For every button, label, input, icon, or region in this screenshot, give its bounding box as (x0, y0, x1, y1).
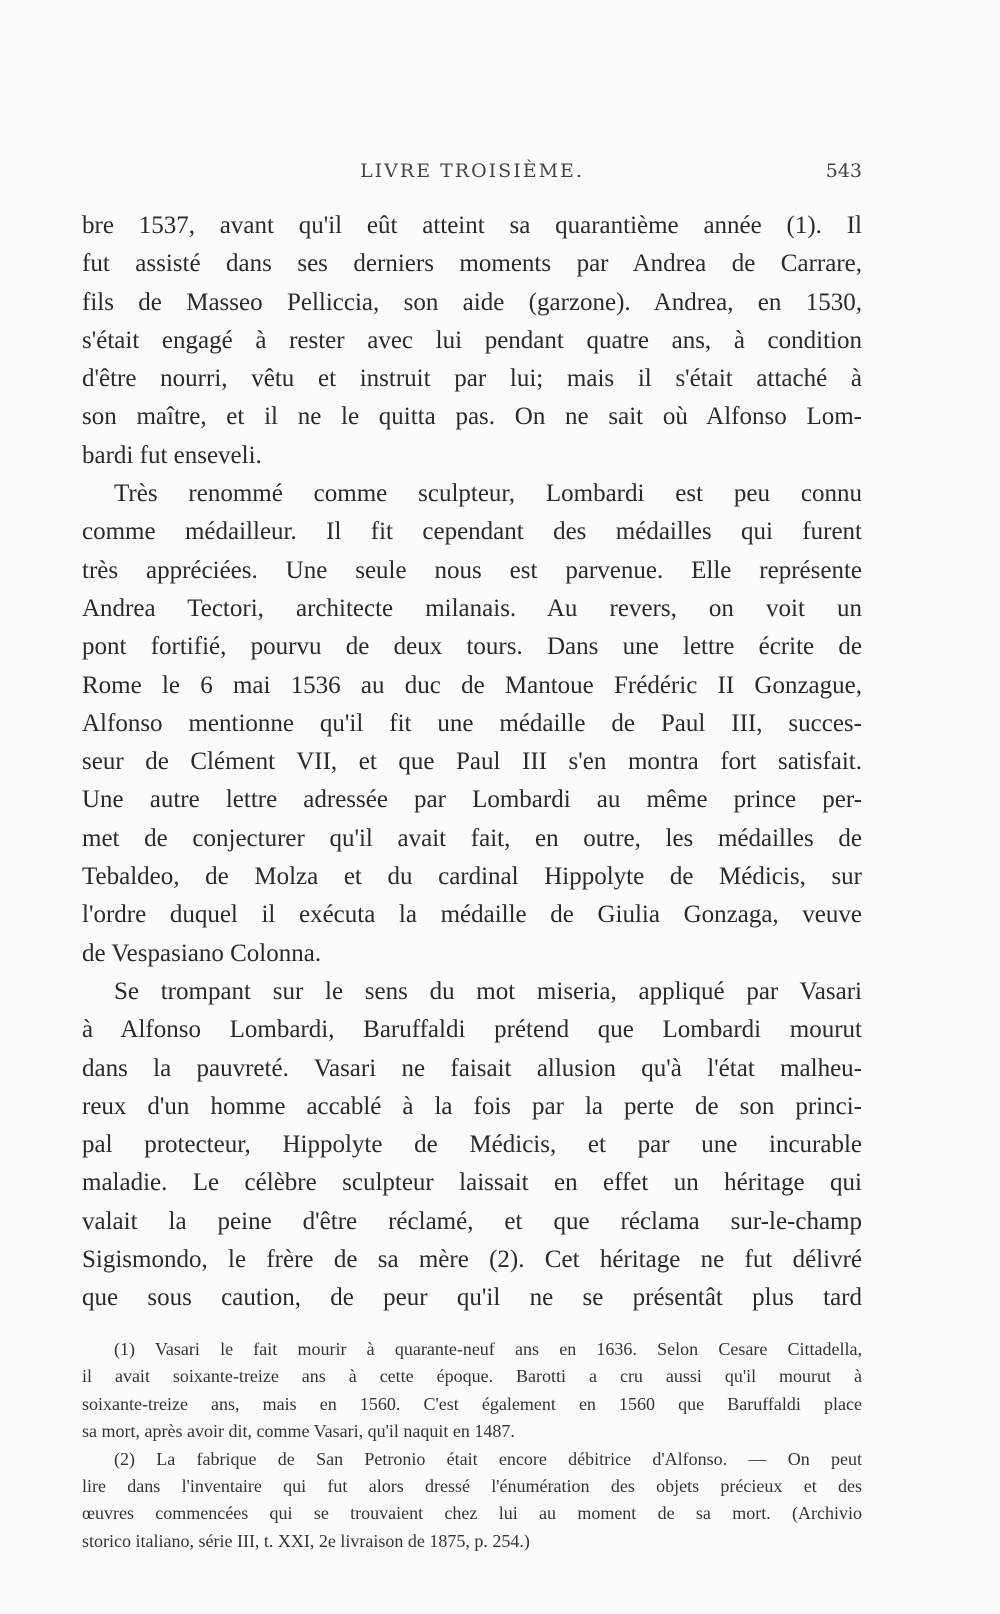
body-line: bre 1537, avant qu'il eût atteint sa quarantième année (1). Il (82, 212, 862, 239)
body-line: fut assisté dans ses derniers moments par Andrea de Carrare, (82, 250, 862, 278)
footnote-line: lire dans l'inventaire qui fut alors dressé l'énumération des objets précieux et des (82, 1475, 862, 1496)
body-line: Se trompant sur le sens du mot miseria, appliqué par Vasari (114, 977, 862, 1005)
body-line: met de conjecturer qu'il avait fait, en outre, les médailles de (82, 824, 862, 852)
body-line: pont fortifié, pourvu de deux tours. Dans une lettre écrite de (82, 633, 862, 661)
body-line: son maître, et il ne le quitta pas. On ne sait où Alfonso Lom- (82, 403, 862, 431)
page-number: 543 (825, 160, 862, 182)
body-line: Sigismondo, le frère de sa mère (2). Cet héritage ne fut délivré (82, 1246, 862, 1274)
body-line: Très renommé comme sculpteur, Lombardi est peu connu (114, 480, 862, 508)
footnote-line: (2) La fabrique de San Petronio était encore débitrice d'Alfonso. — On peut (114, 1448, 862, 1469)
body-line: Rome le 6 mai 1536 au duc de Mantoue Frédéric II Gonzague, (82, 671, 862, 699)
running-title: LIVRE TROISIÈME. (360, 160, 584, 182)
body-line: reux d'un homme accablé à la fois par la perte de son princi- (82, 1092, 862, 1120)
body-line: Andrea Tectori, architecte milanais. Au revers, on voit un (82, 594, 862, 622)
body-text (82, 207, 862, 1318)
body-line: d'être nourri, vêtu et instruit par lui; mais il s'était attaché à (82, 365, 862, 393)
body-line: que sous caution, de peur qu'il ne se présentât plus tard (82, 1284, 862, 1312)
footnote-line: sa mort, après avoir dit, comme Vasari, qu'il naquit en 1487. (82, 1421, 515, 1442)
body-line: Alfonso mentionne qu'il fit une médaille de Paul III, succes- (82, 709, 862, 737)
body-line: bardi fut enseveli. (82, 441, 262, 469)
body-line: seur de Clément VII, et que Paul III s'en montra fort satisfait. (82, 748, 862, 776)
body-line: maladie. Le célèbre sculpteur laissait en effet un héritage qui (82, 1169, 862, 1197)
body-line: s'était engagé à rester avec lui pendant quatre ans, à condition (82, 326, 862, 354)
footnotes (82, 1336, 862, 1555)
body-line: très appréciées. Une seule nous est parvenue. Elle représente (82, 556, 862, 584)
body-line: fils de Masseo Pelliccia, son aide (garzone). Andrea, en 1530, (82, 288, 862, 316)
body-line: pal protecteur, Hippolyte de Médicis, et par une incurable (82, 1131, 862, 1159)
footnote-line: il avait soixante-treize ans à cette époque. Barotti a cru aussi qu'il mourut à (82, 1366, 862, 1387)
body-line: Une autre lettre adressée par Lombardi au même prince per- (82, 786, 862, 814)
footnote-line: storico italiano, série III, t. XXI, 2e livraison de 1875, p. 254.) (82, 1530, 530, 1551)
body-line: dans la pauvreté. Vasari ne faisait allusion qu'à l'état malheu- (82, 1054, 862, 1082)
body-line: comme médailleur. Il fit cependant des médailles qui furent (82, 518, 862, 546)
body-line: valait la peine d'être réclamé, et que réclama sur-le-champ (82, 1207, 862, 1235)
footnote-line: soixante-treize ans, mais en 1560. C'est également en 1560 que Baruffaldi place (82, 1393, 862, 1414)
footnote-line: (1) Vasari le fait mourir à quarante-neuf ans en 1636. Selon Cesare Cittadella, (114, 1339, 862, 1359)
footnote-line: œuvres commencées qui se trouvaient chez lui au moment de sa mort. (Archivio (82, 1503, 862, 1524)
body-line: l'ordre duquel il exécuta la médaille de Giulia Gonzaga, veuve (82, 901, 862, 929)
running-head (82, 160, 862, 190)
body-line: Tebaldeo, de Molza et du cardinal Hippolyte de Médicis, sur (82, 863, 862, 891)
body-line: de Vespasiano Colonna. (82, 939, 322, 967)
body-line: à Alfonso Lombardi, Baruffaldi prétend que Lombardi mourut (82, 1016, 862, 1044)
